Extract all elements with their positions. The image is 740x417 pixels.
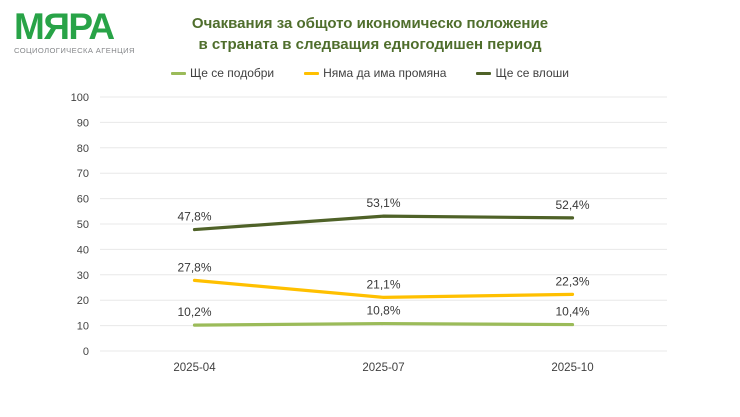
data-label: 21,1% <box>366 277 401 292</box>
y-tick-label: 90 <box>76 117 89 130</box>
y-tick-label: 80 <box>76 142 89 155</box>
data-label: 22,3% <box>555 274 590 289</box>
x-tick-label: 2025-04 <box>173 362 216 374</box>
legend-label-worsen: Ще се влоши <box>495 66 569 80</box>
legend-label-no-change: Няма да има промяна <box>323 66 447 80</box>
chart-title-line2: в страната в следващия едногодишен период <box>198 36 542 53</box>
chart-title-line1: Очаквания за общото икономическо положение <box>191 15 549 32</box>
y-tick-label: 10 <box>76 320 89 333</box>
agency-logo-subtitle: СОЦИОЛОГИЧЕСКА АГЕНЦИЯ <box>14 46 135 55</box>
legend-label-improve: Ще се подобри <box>190 66 275 80</box>
data-label: 53,1% <box>366 196 401 211</box>
data-label: 10,4% <box>555 304 590 319</box>
agency-logo-name: МЯРА <box>14 6 114 47</box>
y-tick-label: 20 <box>76 295 89 308</box>
y-tick-label: 30 <box>76 269 89 282</box>
series-line-0 <box>195 324 573 326</box>
data-label: 10,8% <box>366 303 401 318</box>
x-tick-label: 2025-10 <box>551 362 594 374</box>
x-tick-label: 2025-07 <box>362 362 405 374</box>
data-label: 47,8% <box>177 209 212 224</box>
y-tick-label: 40 <box>76 244 89 257</box>
data-label: 27,8% <box>177 260 212 275</box>
data-label: 10,2% <box>177 305 212 320</box>
y-tick-label: 70 <box>76 168 89 181</box>
y-tick-label: 60 <box>76 193 89 206</box>
y-tick-label: 0 <box>82 346 89 358</box>
y-tick-label: 50 <box>76 219 89 231</box>
data-label: 52,4% <box>555 197 590 212</box>
series-line-2 <box>195 216 573 229</box>
y-tick-label: 100 <box>70 92 89 104</box>
